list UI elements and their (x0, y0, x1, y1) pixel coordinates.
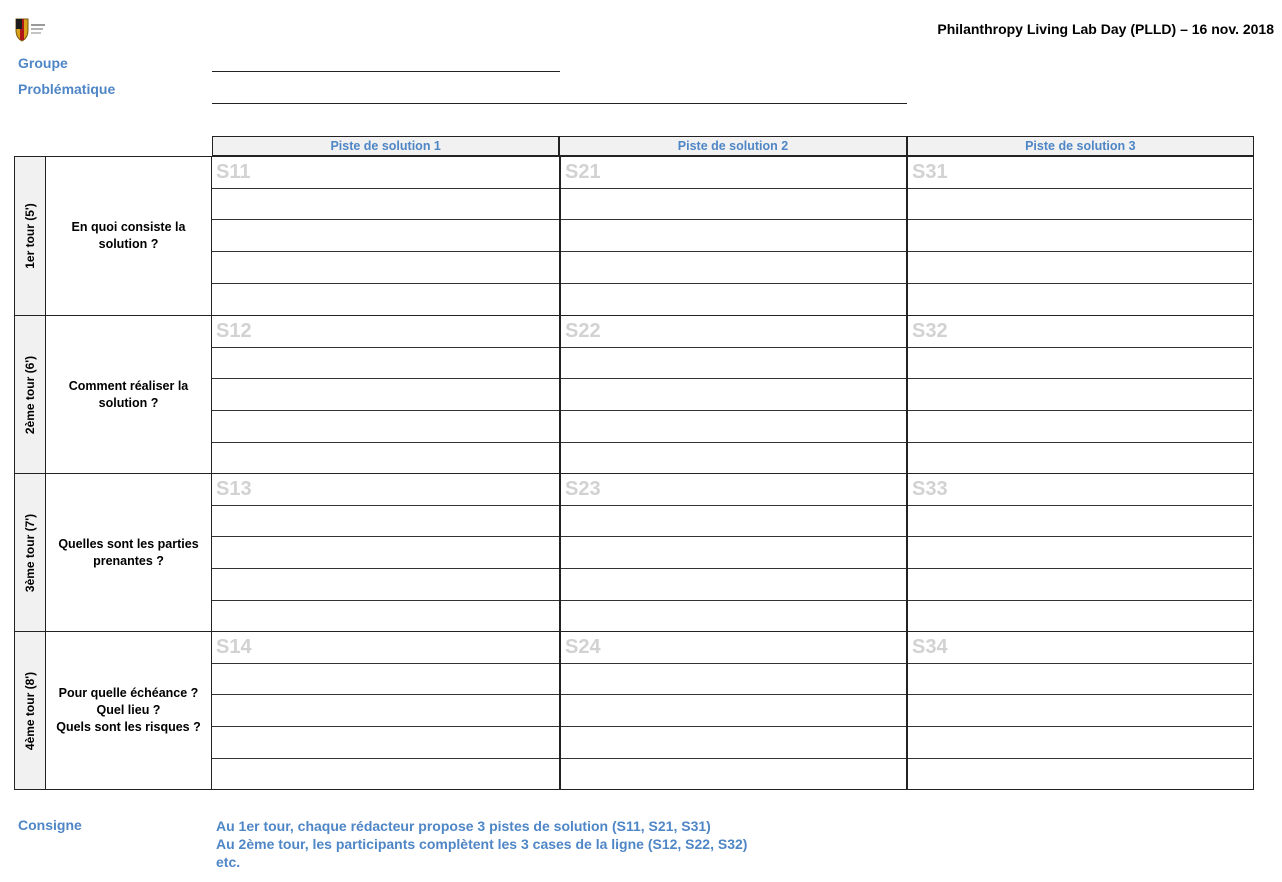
cell-code: S23 (565, 478, 601, 500)
cell-code: S24 (565, 636, 601, 658)
groupe-field[interactable] (212, 71, 560, 72)
answer-cell[interactable] (212, 632, 559, 789)
tour-label: 2ème tour (6') (23, 355, 37, 434)
question-cell (46, 157, 212, 315)
cell-code: S22 (565, 320, 601, 342)
writing-line (561, 188, 906, 189)
writing-line (908, 251, 1252, 252)
writing-line (212, 442, 559, 443)
column-header: Piste de solution 1 (330, 139, 441, 153)
writing-line (212, 188, 559, 189)
question-line: En quoi consiste la (71, 220, 186, 234)
writing-line (908, 568, 1252, 569)
writing-line (908, 505, 1252, 506)
cell-code: S21 (565, 161, 601, 183)
cell-code: S33 (912, 478, 948, 500)
cell-code: S14 (216, 636, 252, 658)
coat-of-arms-icon (13, 16, 49, 44)
writing-line (212, 758, 559, 759)
answer-cell[interactable] (559, 632, 906, 789)
tour-label: 3ème tour (7') (23, 513, 37, 592)
answer-cell[interactable] (212, 474, 559, 631)
answer-cell[interactable] (906, 316, 1252, 473)
writing-line (908, 410, 1252, 411)
writing-line (561, 505, 906, 506)
writing-line (561, 251, 906, 252)
problematique-field[interactable] (212, 103, 907, 104)
answer-cell[interactable] (559, 316, 906, 473)
writing-line (561, 347, 906, 348)
tour-label-cell (15, 316, 46, 473)
tour-label: 4ème tour (8') (23, 671, 37, 750)
writing-line (212, 505, 559, 506)
answer-cell[interactable] (559, 474, 906, 631)
writing-line (908, 219, 1252, 220)
writing-line (212, 251, 559, 252)
writing-line (561, 219, 906, 220)
cell-code: S34 (912, 636, 948, 658)
consigne-line: etc. (216, 854, 241, 870)
writing-line (908, 694, 1252, 695)
writing-line (212, 347, 559, 348)
cell-code: S32 (912, 320, 948, 342)
writing-line (561, 536, 906, 537)
writing-line (212, 536, 559, 537)
round-row (15, 473, 1253, 631)
column-header: Piste de solution 2 (558, 137, 905, 155)
writing-line (561, 726, 906, 727)
writing-line (212, 283, 559, 284)
round-row (15, 631, 1253, 789)
document-title: Philanthropy Living Lab Day (PLLD) – 16 nov. 2018 (937, 21, 1274, 37)
round-row (15, 157, 1253, 315)
writing-line (908, 663, 1252, 664)
question-line: Quel lieu ? (96, 703, 161, 717)
writing-line (908, 188, 1252, 189)
writing-line (561, 442, 906, 443)
writing-line (908, 442, 1252, 443)
tour-label-cell (15, 632, 46, 789)
tour-label: 1er tour (5') (23, 203, 37, 269)
writing-line (908, 378, 1252, 379)
writing-line (561, 568, 906, 569)
question-line: Quels sont les risques ? (56, 720, 201, 734)
writing-line (212, 410, 559, 411)
writing-line (561, 758, 906, 759)
column-header-row (212, 136, 1254, 156)
writing-line (561, 663, 906, 664)
question-cell (46, 474, 212, 631)
round-row (15, 315, 1253, 473)
solution-grid (14, 156, 1254, 790)
writing-line (908, 758, 1252, 759)
question-line: prenantes ? (93, 553, 164, 568)
cell-code: S12 (216, 320, 252, 342)
writing-line (561, 283, 906, 284)
consigne-line: Au 2ème tour, les participants complètent les 3 cases de la ligne (S12, S22, S32) (216, 836, 748, 852)
answer-cell[interactable] (906, 474, 1252, 631)
writing-line (561, 600, 906, 601)
cell-code: S11 (216, 161, 251, 183)
writing-line (212, 663, 559, 664)
consigne-text (216, 817, 747, 871)
question-cell (46, 316, 212, 473)
question-line: Comment réaliser la (68, 378, 189, 393)
writing-line (908, 347, 1252, 348)
consigne-line: Au 1er tour, chaque rédacteur propose 3 pistes de solution (S11, S21, S31) (216, 818, 711, 834)
tour-label-cell (15, 157, 46, 315)
problematique-label: Problématique (18, 81, 116, 97)
writing-line (561, 378, 906, 379)
column-header: Piste de solution 3 (906, 137, 1253, 155)
answer-cell[interactable] (906, 632, 1252, 789)
tour-label-cell (15, 474, 46, 631)
writing-line (212, 219, 559, 220)
writing-line (908, 283, 1252, 284)
writing-line (212, 600, 559, 601)
cell-code: S31 (912, 161, 948, 183)
answer-cell[interactable] (212, 316, 559, 473)
question-cell (46, 632, 212, 789)
writing-line (212, 568, 559, 569)
answer-cell[interactable] (559, 157, 906, 315)
writing-line (908, 536, 1252, 537)
groupe-label: Groupe (18, 55, 68, 71)
question-line: solution ? (98, 237, 159, 251)
cell-code: S13 (216, 478, 252, 500)
answer-cell[interactable] (906, 157, 1252, 315)
writing-line (212, 694, 559, 695)
question-line: Pour quelle échéance ? (58, 686, 199, 700)
question-line: solution ? (98, 395, 159, 410)
answer-cell[interactable] (212, 157, 559, 315)
writing-line (212, 726, 559, 727)
consigne-label: Consigne (18, 817, 82, 833)
writing-line (561, 410, 906, 411)
writing-line (212, 378, 559, 379)
writing-line (908, 600, 1252, 601)
writing-line (908, 726, 1252, 727)
writing-line (561, 694, 906, 695)
question-line: Quelles sont les parties (58, 536, 199, 551)
